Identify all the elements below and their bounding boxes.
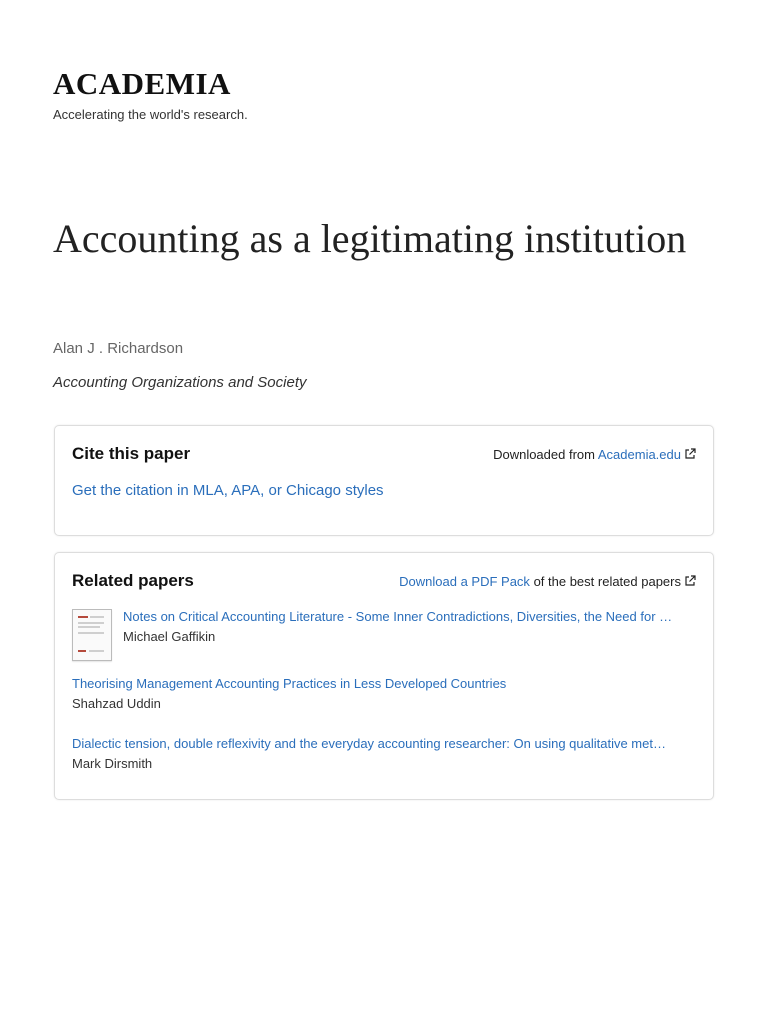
citation-styles-link[interactable]: Get the citation in MLA, APA, or Chicago styles	[72, 482, 384, 499]
related-item	[72, 676, 695, 711]
pdf-pack-link[interactable]: Download a PDF Pack	[399, 574, 530, 589]
pdf-pack-suffix: of the best related papers	[533, 574, 681, 589]
paper-journal: Accounting Organizations and Society	[53, 374, 307, 391]
academia-logo[interactable]: ACADEMIA	[53, 66, 231, 101]
paper-title: Accounting as a legitimating institution	[53, 216, 687, 261]
related-item-author: Michael Gaffikin	[123, 629, 216, 644]
related-item-author: Shahzad Uddin	[72, 696, 161, 711]
related-item-title[interactable]: Dialectic tension, double reflexivity and the everyday accounting researcher: On using qualitative met…	[72, 736, 666, 751]
external-link-icon[interactable]	[684, 575, 696, 590]
tagline: Accelerating the world's research.	[53, 107, 248, 122]
related-item-title[interactable]: Notes on Critical Accounting Literature - Some Inner Contradictions, Diversities, the Need for …	[123, 609, 673, 624]
related-item	[123, 609, 695, 644]
related-papers-card	[54, 552, 714, 800]
downloaded-from	[493, 447, 696, 463]
related-heading: Related papers	[72, 571, 194, 590]
cite-heading: Cite this paper	[72, 444, 191, 463]
related-item	[72, 736, 695, 771]
pdf-pack	[399, 574, 696, 590]
related-item-title[interactable]: Theorising Management Accounting Practices in Less Developed Countries	[72, 676, 507, 691]
cite-card	[54, 425, 714, 536]
paper-thumbnail-icon[interactable]	[72, 609, 112, 661]
downloaded-prefix: Downloaded from	[493, 447, 595, 462]
related-item-author: Mark Dirsmith	[72, 756, 153, 771]
academia-edu-link[interactable]: Academia.edu	[597, 447, 681, 462]
external-link-icon[interactable]	[684, 448, 696, 463]
paper-author: Alan J . Richardson	[53, 340, 184, 357]
